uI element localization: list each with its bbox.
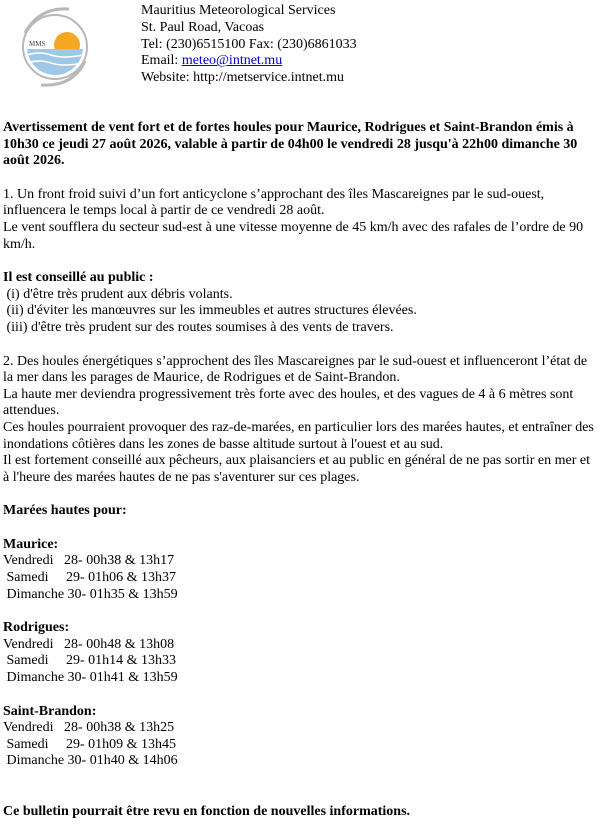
tide-location-saint-brandon: Saint-Brandon: (3, 703, 97, 719)
tide-row: Vendredi 28- 00h38 & 13h25 (3, 720, 175, 736)
tide-row: Vendredi 28- 00h38 & 13h17 (3, 553, 175, 569)
bulletin-footer: Ce bulletin pourrait être revu en fonction de nouvelles informations. (3, 804, 411, 819)
website: Website: http://metservice.intnet.mu (141, 70, 344, 86)
contact-block (141, 3, 357, 87)
logo-text: MMS (29, 40, 46, 48)
tide-row: Dimanche 30- 01h35 & 13h59 (3, 586, 178, 602)
tide-row: Samedi 29- 01h14 & 13h33 (3, 653, 177, 669)
advice-item: (iii) d'être très prudent sur des routes soumises à des vents de travers. (3, 319, 394, 335)
tide-location-rodrigues: Rodrigues: (3, 620, 70, 636)
section2-para4: Il est fortement conseillé aux pêcheurs, aux plaisanciers et au public en général de ne pas sortir en mer et à l'heure des marées hautes de ne pas s'aventurer sur ces plages. (3, 453, 590, 485)
tide-row: Vendredi 28- 00h48 & 13h08 (3, 636, 175, 652)
tide-row: Dimanche 30- 01h41 & 13h59 (3, 670, 178, 686)
section1-para2: Le vent soufflera du secteur sud-est à une vitesse moyenne de 45 km/h avec des rafales de l’ordre de 90 km/h. (3, 219, 584, 252)
org-name: Mauritius Meteorological Services (141, 3, 336, 18)
mms-logo (19, 3, 91, 91)
section1-para1: 1. Un front froid suivi d’un fort anticyclone s’approchant des îles Mascareignes par le sud-ouest, influencera le temps local à partir de ce vendredi 28 août. (3, 186, 545, 219)
address: St. Paul Road, Vacoas (141, 19, 265, 35)
bulletin-title: Avertissement de vent fort et de fortes houles pour Maurice, Rodrigues et Saint-Brandon émis à 10h30 ce jeudi 27 août 2026, valable à partir de 04h00 le vendredi 28 jusqu'à 22h00 dimanche 30 août 2026. (3, 120, 578, 169)
email-link[interactable]: meteo@intnet.mu (181, 53, 283, 69)
tide-location-maurice: Maurice: (3, 536, 59, 552)
email-line (141, 53, 357, 70)
section2-para1: 2. Des houles énergétiques s’approchent des îles Mascareignes par le sud-ouest et influenceront l’état de la mer dans les parages de Maurice, de Rodrigues et de Saint-Brandon. (3, 353, 588, 386)
tides-heading: Marées hautes pour: (3, 503, 127, 519)
bulletin-body (3, 120, 595, 821)
section2-para2: La haute mer deviendra progressivement très forte avec des houles, et des vagues de 4 à 6 mètres sont attendues. (3, 386, 574, 419)
tide-row: Samedi 29- 01h09 & 13h45 (3, 736, 177, 752)
section2-para3: Ces houles pourraient provoquer des raz-de-marées, en particulier lors des marées hautes, et entraîner des inondations côtières dans les zones de basse altitude surtout à l'ouest et au sud. (3, 419, 594, 452)
email-label: Email: (141, 53, 182, 69)
advice-item: (ii) d'éviter les manœuvres sur les immeubles et autres structures élevées. (3, 303, 417, 319)
tide-row: Dimanche 30- 01h40 & 14h06 (3, 753, 178, 769)
letterhead (0, 0, 600, 100)
advice-item: (i) d'être très prudent aux débris volants. (3, 286, 233, 302)
tide-row: Samedi 29- 01h06 & 13h37 (3, 570, 177, 586)
phone-fax: Tel: (230)6515100 Fax: (230)6861033 (141, 36, 357, 52)
advice-heading: Il est conseillé au public : (3, 270, 154, 286)
